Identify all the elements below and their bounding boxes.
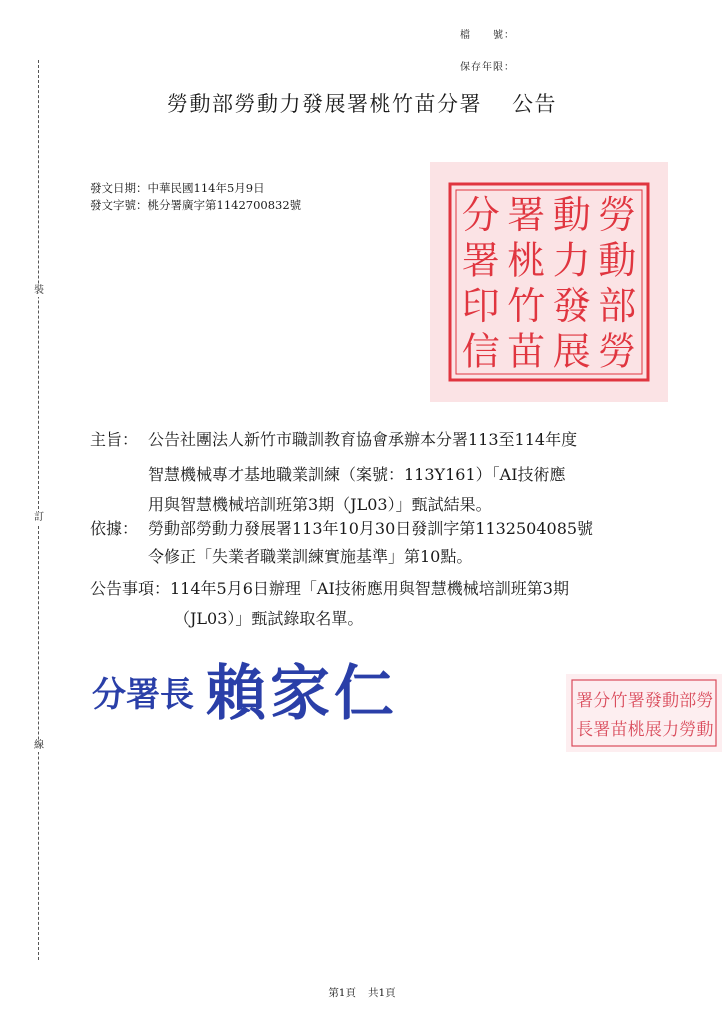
reference-number-row	[90, 197, 301, 213]
seal-glyph: 署	[627, 691, 645, 711]
director-seal	[566, 674, 722, 752]
subject-line-3: 用與智慧機械培訓班第3期（JL03）」甄試結果。	[148, 495, 492, 514]
director-signature	[88, 650, 428, 730]
basis-line-2: 令修正「失業者職業訓練實施基準」第10點。	[148, 547, 473, 566]
seal-glyph: 展	[552, 329, 591, 374]
seal-glyph: 分	[593, 691, 611, 711]
seal-glyph: 動	[662, 691, 680, 711]
seal-glyph: 分	[461, 193, 500, 237]
seal-glyph: 苗	[507, 329, 546, 374]
seal-glyph: 勞	[598, 329, 637, 374]
seal-glyph: 信	[461, 329, 500, 374]
file-number-label: 檔 號：	[460, 30, 515, 41]
binding-char-zhuang: 裝	[31, 285, 47, 297]
signature-title: 分署長	[92, 675, 194, 715]
seal-glyph: 力	[662, 720, 680, 740]
seal-glyph: 發	[552, 284, 591, 328]
seal-glyph: 部	[598, 284, 637, 328]
seal-glyph: 部	[679, 691, 697, 711]
seal-glyph: 竹	[610, 691, 628, 711]
seal-glyph: 苗	[610, 720, 628, 740]
seal-glyph: 動	[598, 238, 637, 283]
subject-line-2: 智慧機械專才基地職業訓練（案號：113Y161）「AI技術應	[148, 465, 566, 484]
seal-glyph: 竹	[507, 284, 546, 328]
seal-glyph: 力	[552, 238, 591, 283]
seal-glyph: 桃	[627, 720, 645, 740]
document-title	[0, 88, 724, 118]
seal-glyph: 勞	[696, 691, 714, 711]
issue-date-row	[90, 180, 265, 196]
seal-glyph: 動	[696, 720, 714, 740]
reference-number-label: 發文字號：	[90, 198, 148, 212]
page-total: 共1頁	[368, 987, 396, 999]
document-type: 公告	[512, 92, 557, 116]
binding-dashed-line	[38, 60, 39, 960]
seal-glyph: 勞	[679, 720, 697, 740]
agency-name: 勞動部勞動力發展署桃竹苗分署	[167, 92, 482, 116]
signature-name: 賴家仁	[206, 659, 398, 729]
binding-char-ding: 訂	[31, 512, 47, 524]
page-footer	[0, 985, 724, 1000]
subject-line-1: 公告社團法人新竹市職訓教育協會承辦本分署113至114年度	[148, 430, 578, 449]
basis-label: 依據：	[90, 519, 139, 538]
basis-line-1: 勞動部勞動力發展署113年10月30日發訓字第1132504085號	[148, 519, 594, 538]
seal-glyph: 署	[593, 720, 611, 740]
seal-glyph: 署	[576, 691, 594, 711]
page-number: 第1頁	[328, 987, 356, 999]
seal-glyph: 印	[461, 284, 500, 328]
issue-date-label: 發文日期：	[90, 181, 148, 195]
seal-glyph: 長	[576, 720, 594, 740]
issue-date-value: 中華民國114年5月9日	[147, 181, 265, 195]
official-seal	[430, 162, 668, 402]
subject-label: 主旨：	[90, 430, 139, 449]
notice-line-1: 114年5月6日辦理「AI技術應用與智慧機械培訓班第3期	[170, 579, 569, 598]
seal-glyph: 桃	[507, 238, 546, 283]
seal-glyph: 發	[644, 691, 662, 711]
seal-glyph: 署	[461, 238, 500, 283]
seal-glyph: 署	[507, 193, 546, 237]
notice-line-2: （JL03）」甄試錄取名單。	[174, 609, 364, 628]
notice-label: 公告事項：	[90, 579, 171, 598]
seal-glyph: 動	[552, 193, 591, 237]
binding-char-xian: 線	[31, 740, 47, 752]
seal-glyph: 展	[644, 720, 662, 740]
reference-number-value: 桃分署廣字第1142700832號	[147, 198, 302, 212]
retention-period-label: 保存年限：	[460, 62, 515, 73]
seal-glyph: 勞	[598, 193, 637, 237]
